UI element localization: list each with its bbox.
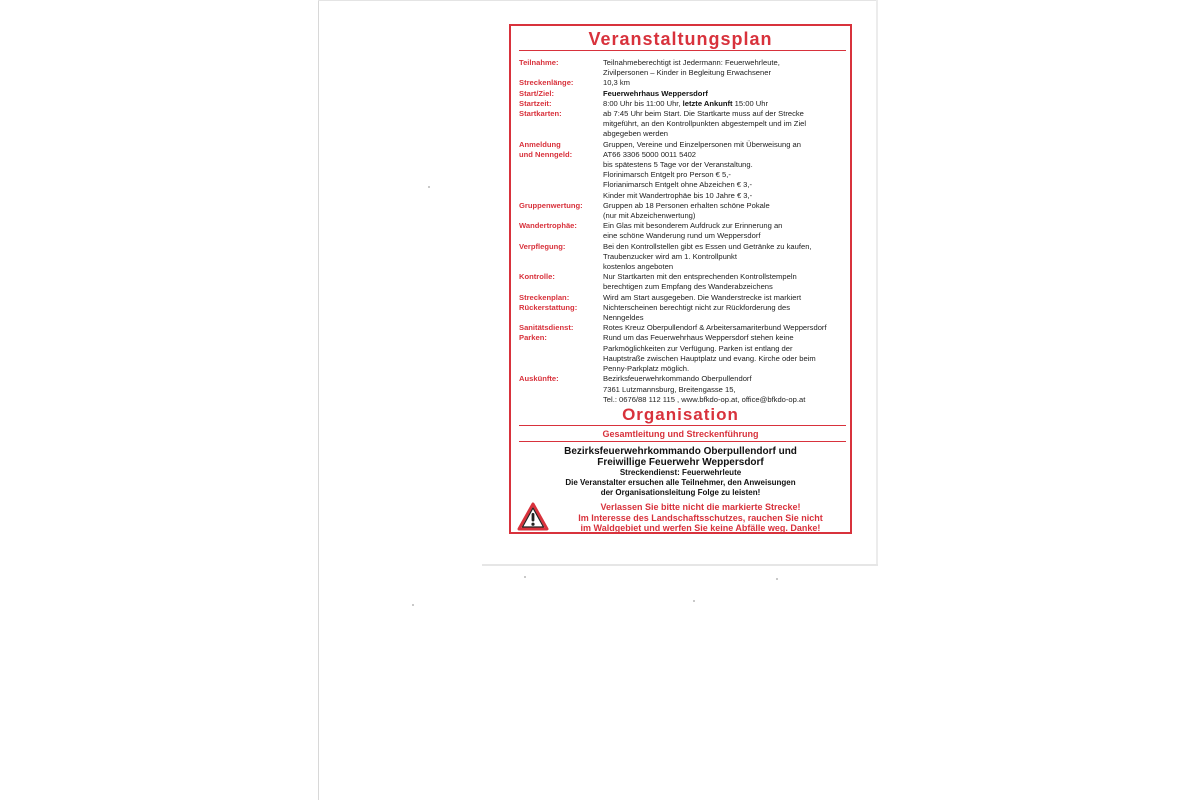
paper-shadow-right	[876, 0, 878, 566]
info-row-value-emphasis: Feuerwehrhaus Weppersdorf	[603, 88, 708, 98]
info-rows	[519, 58, 849, 405]
event-poster	[509, 24, 852, 534]
scan-edge-top	[318, 0, 878, 1]
info-row-label: Startkarten:	[519, 109, 562, 119]
info-row	[519, 78, 849, 88]
info-row	[519, 221, 849, 241]
organisation-title: Organisation	[622, 405, 739, 424]
scan-speck	[693, 600, 695, 602]
info-row-value: Bezirksfeuerwehrkommando Oberpullendorf 7361 Lutzmannsburg, Breitengasse 15, Tel.: 0676/88 112 115 , www.bfkdo-op.at, office@bfkdo-op.at	[603, 374, 806, 404]
info-row-value: Wird am Start ausgegeben. Die Wanderstrecke ist markiert	[603, 292, 802, 302]
organisation-subtitle-divider	[519, 441, 846, 442]
info-row-value: 10,3 km	[603, 78, 631, 88]
info-row	[519, 333, 849, 374]
paper-shadow-bottom	[482, 564, 878, 566]
warning-text	[555, 502, 846, 534]
info-row	[519, 140, 849, 201]
poster-title: Veranstaltungsplan	[588, 29, 773, 49]
info-row-label: Rückerstattung:	[519, 302, 578, 312]
organisation-subtitle: Gesamtleitung und Streckenführung	[602, 429, 759, 439]
organisation-divider	[519, 425, 846, 426]
info-row-value: ab 7:45 Uhr beim Start. Die Startkarte muss auf der Strecke mitgeführt, an den Kontrollpunkten abgestempelt und im Ziel abgegeben werden	[603, 109, 807, 139]
organisation-line-4: Die Veranstalter ersuchen alle Teilnehmer, den Anweisungen	[565, 478, 796, 487]
scan-edge-left	[318, 0, 319, 800]
info-row-value: Rotes Kreuz Oberpullendorf & Arbeitersamariterbund Weppersdorf	[603, 323, 827, 333]
info-row-value: Teilnahmeberechtigt ist Jedermann: Feuerwehrleute, Zivilpersonen – Kinder in Begleitung Erwachsener	[603, 58, 780, 78]
info-row	[519, 272, 849, 292]
info-row	[519, 242, 849, 273]
info-row	[519, 323, 849, 333]
info-row-value: Nichterscheinen berechtigt nicht zur Rückforderung des Nenngeldes	[603, 302, 790, 323]
info-row-value: Gruppen ab 18 Personen erhalten schöne Pokale (nur mit Abzeichenwertung)	[603, 200, 770, 221]
warning-triangle-icon	[517, 502, 549, 532]
organisation-line-2: Freiwillige Feuerwehr Weppersdorf	[597, 457, 764, 468]
info-row-label: Teilnahme:	[519, 58, 559, 67]
info-row-value	[603, 89, 849, 99]
info-row	[519, 109, 849, 140]
info-row	[519, 293, 849, 303]
warning-block	[515, 502, 846, 534]
warning-line-1: Verlassen Sie bitte nicht die markierte Strecke!	[600, 502, 801, 512]
organisation-line-1: Bezirksfeuerwehrkommando Oberpullendorf und	[564, 446, 797, 457]
info-row	[519, 99, 849, 109]
warning-line-3: im Waldgebiet und werfen Sie keine Abfälle weg. Danke!	[580, 523, 821, 533]
info-row-label: Start/Ziel:	[519, 88, 555, 98]
info-row	[519, 374, 849, 405]
info-row-value	[603, 99, 849, 109]
info-row	[519, 201, 849, 221]
info-row-label: Verpflegung:	[519, 241, 566, 251]
info-row-value: Ein Glas mit besonderem Aufdruck zur Erinnerung an eine schöne Wanderung rund um Weppersdorf	[603, 221, 783, 241]
info-row	[519, 89, 849, 99]
info-row-value-part: 8:00 Uhr bis 11:00 Uhr,	[603, 98, 683, 108]
info-row-label: Sanitätsdienst:	[519, 323, 574, 333]
info-row-value-emphasis: letzte Ankunft	[682, 98, 733, 108]
info-row-value: Gruppen, Vereine und Einzelpersonen mit Überweisung an AT66 3306 5000 0011 5402 bis spätestens 5 Tage vor der Veranstaltung. Florinimarsch Entgelt pro Person € 5,- Florianimarsch Entgelt ohne Abzeichen € 3,- Kinder mit Wandertrophäe bis 10 Jahre € 3,-	[603, 139, 801, 200]
scan-speck	[428, 186, 430, 188]
scan-speck	[776, 578, 778, 580]
info-row-label: Wandertrophäe:	[519, 221, 577, 231]
info-row	[519, 58, 849, 78]
organisation-block	[515, 446, 846, 498]
info-row-label: Kontrolle:	[519, 272, 555, 282]
info-row	[519, 303, 849, 323]
info-row-value: Nur Startkarten mit den entsprechenden Kontrollstempeln berechtigen zum Empfang des Wanderabzeichens	[603, 272, 797, 292]
scan-speck	[412, 604, 414, 606]
info-row-label: Parken:	[519, 333, 547, 343]
organisation-line-3: Streckendienst: Feuerwehrleute	[619, 468, 742, 477]
scan-speck	[524, 576, 526, 578]
info-row-label: Startzeit:	[519, 98, 552, 108]
info-row-label: Gruppenwertung:	[519, 200, 583, 210]
info-row-label: Auskünfte:	[519, 374, 559, 384]
organisation-line-5: der Organisationsleitung Folge zu leisten!	[600, 488, 761, 497]
warning-line-2: Im Interesse des Landschaftsschutzes, rauchen Sie nicht	[578, 512, 823, 523]
info-row-label: Streckenlänge:	[519, 78, 574, 88]
info-row-label: Anmeldung und Nenngeld:	[519, 139, 573, 159]
info-row-value: Rund um das Feuerwehrhaus Weppersdorf stehen keine Parkmöglichkeiten zur Verfügung. Parken ist entlang der Hauptstraße zwischen Hauptplatz und evang. Kirche oder beim Penny-Parkplatz möglich.	[603, 333, 816, 374]
info-row-label: Streckenplan:	[519, 292, 570, 302]
info-row-value: Bei den Kontrollstellen gibt es Essen und Getränke zu kaufen, Traubenzucker wird am 1. Kontrollpunkt kostenlos angeboten	[603, 241, 812, 272]
title-divider	[519, 50, 846, 51]
info-row-value-part: 15:00 Uhr	[732, 98, 769, 108]
